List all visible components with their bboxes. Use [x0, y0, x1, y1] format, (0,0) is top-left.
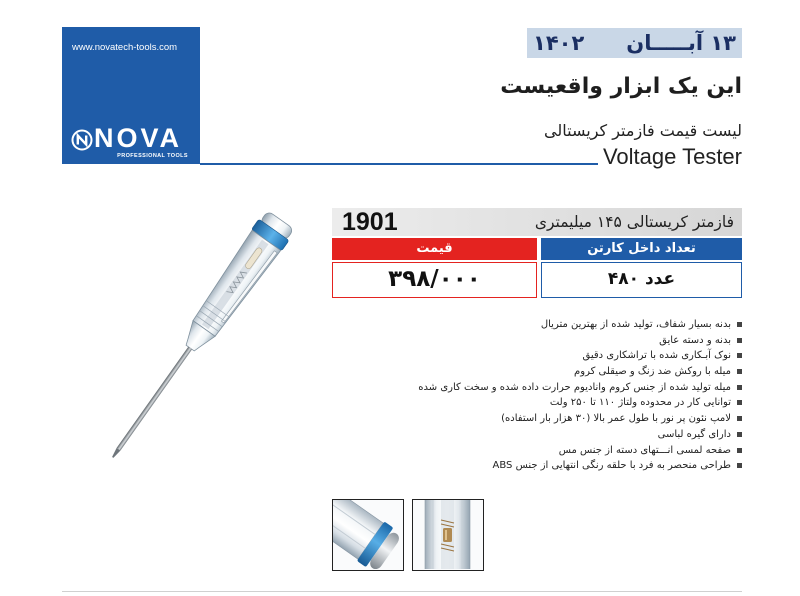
nova-emblem-icon [71, 129, 93, 151]
feature-text: میله تولید شده از جنس کروم وانادیوم حرارت داده شده و سخت کاری شده [418, 381, 731, 393]
feature-item [322, 364, 742, 380]
square-bullet-icon [737, 416, 742, 421]
feature-item [322, 427, 742, 443]
carton-quantity-label: تعداد داخل کارتن [541, 238, 742, 260]
voltage-tester-image [90, 200, 300, 470]
square-bullet-icon [737, 463, 742, 468]
square-bullet-icon [737, 432, 742, 437]
footer-divider [62, 591, 742, 592]
product-code: 1901 [342, 208, 398, 236]
product-name: فازمتر کریستالی ۱۴۵ میلیمتری [534, 213, 734, 231]
website-url: www.novatech-tools.com [72, 42, 178, 53]
logo-wordmark: NOVA [94, 123, 183, 153]
feature-text: طراحی منحصر به فرد با حلقه رنگی انتهایی از جنس ABS [492, 460, 731, 472]
date-year: ۱۴۰۲ [533, 31, 585, 55]
feature-item [322, 380, 742, 396]
square-bullet-icon [737, 322, 742, 327]
square-bullet-icon [737, 369, 742, 374]
carton-quantity-value: ۴۸۰ عدد [541, 262, 742, 298]
feature-list [322, 317, 742, 474]
feature-text: صفحه لمسی انـــتهای دسته از جنس مس [558, 444, 731, 456]
brand-panel [62, 27, 200, 164]
feature-text: بدنه و دسته عایق [659, 334, 731, 346]
feature-text: نوک آبـکاری شده با تراشکاری دقیق [582, 350, 731, 362]
feature-item [322, 317, 742, 333]
square-bullet-icon [737, 385, 742, 390]
feature-text: میله با روکش ضد زنگ و صیقلی کروم [574, 366, 731, 378]
feature-text: توانایی کار در محدوده ولتاژ ۱۱۰ تا ۲۵۰ ولت [549, 397, 731, 409]
feature-item [322, 458, 742, 474]
feature-item [322, 443, 742, 459]
product-title-bar [332, 208, 742, 236]
square-bullet-icon [737, 353, 742, 358]
price-value: ۳۹۸/۰۰۰ [332, 262, 537, 298]
feature-text: دارای گیره لباسی [657, 428, 731, 440]
handle-interior-closeup-image [412, 499, 484, 571]
price-list-subtitle: لیست قیمت فازمتر کریستالی [544, 121, 742, 140]
square-bullet-icon [737, 400, 742, 405]
date-day-month: ۱۳ آبـــــان [626, 31, 736, 55]
feature-item [322, 348, 742, 364]
date-banner [527, 28, 742, 58]
square-bullet-icon [737, 448, 742, 453]
title-divider [200, 163, 598, 165]
square-bullet-icon [737, 338, 742, 343]
cap-closeup-image [332, 499, 404, 571]
feature-item [322, 395, 742, 411]
feature-item [322, 333, 742, 349]
feature-text: بدنه بسیار شفاف، تولید شده از بهترین متریال [540, 319, 731, 330]
feature-item [322, 411, 742, 427]
price-label: قیمت [332, 238, 537, 260]
slogan: این یک ابزار واقعیست [500, 74, 742, 99]
feature-text: لامپ نئون پر نور با طول عمر بالا (۳۰ هزار بار استفاده) [501, 413, 731, 425]
english-title: Voltage Tester [602, 144, 742, 169]
logo-tagline: PROFESSIONAL TOOLS [117, 153, 188, 159]
